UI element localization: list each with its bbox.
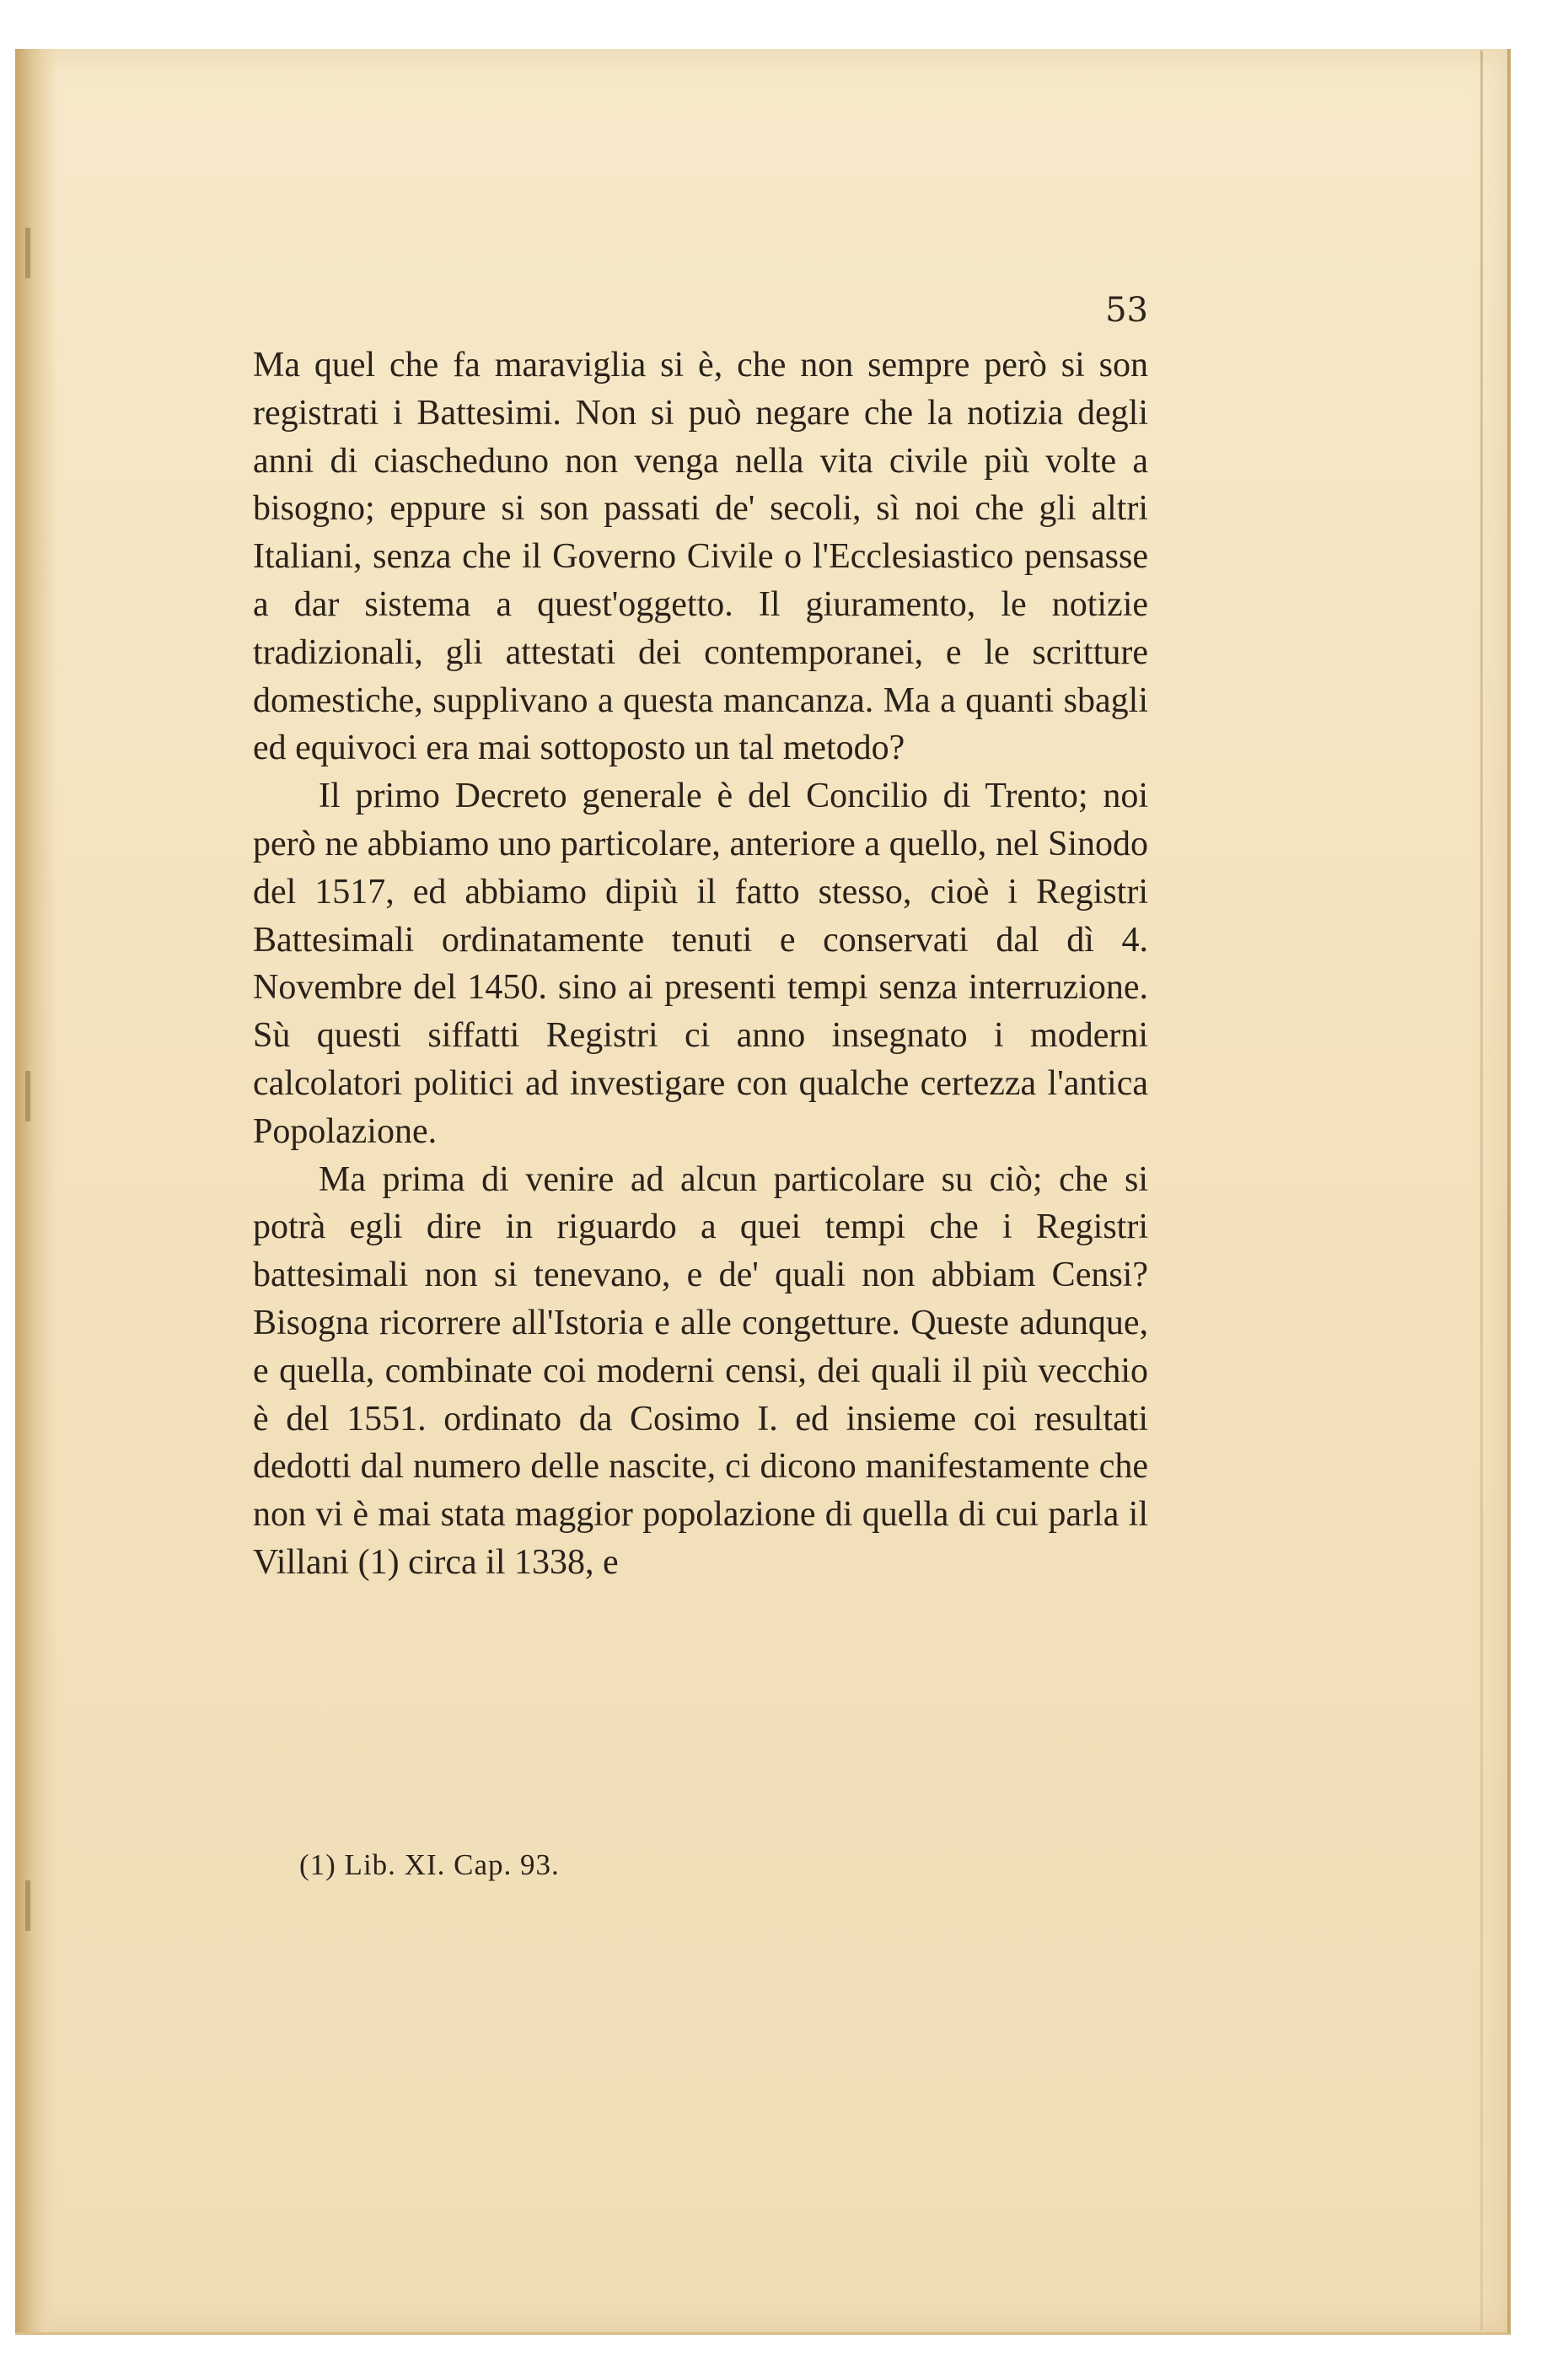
binding-edge xyxy=(15,49,57,2332)
paragraph-1: Ma quel che fa maraviglia si è, che non sempre però si son registrati i Battesimi. Non si può negare che la notizia degli anni di ciascheduno non venga nella vita civile più volte a bisogno; eppure si son passati de' secoli, sì noi che gli altri Italiani, senza che il Governo Civile o l'Ecclesiastico pensasse a dar sistema a quest'oggetto. Il giuramento, le notizie tradizionali, gli attestati dei contemporanei, e le scritture domestiche, supplivano a questa mancanza. Ma a quanti sbagli ed equivoci era mai sottoposto un tal metodo? xyxy=(253,346,1148,768)
binding-stitch xyxy=(25,1880,30,1931)
page-fold-line xyxy=(1480,51,1483,2331)
binding-stitch xyxy=(25,228,30,278)
body-text xyxy=(253,342,1148,1587)
page-number: 53 xyxy=(1105,291,1148,330)
paragraph-2: Il primo Decreto generale è del Concilio di Trento; noi però ne abbiamo uno particolare, anteriore a quello, nel Sinodo del 1517, ed abbiamo dipiù il fatto stesso, cioè i Registri Battesimali ordinatamente tenuti e conservati dal dì 4. Novembre del 1450. sino ai presenti tempi senza interruzione. Sù questi siffatti Registri ci anno insegnato i moderni calcolatori politici ad investigare con qualche certezza l'antica Popolazione. xyxy=(253,777,1148,1151)
binding-stitch xyxy=(25,1071,30,1121)
footnote: (1) Lib. XI. Cap. 93. xyxy=(299,1848,560,1881)
paragraph-3: Ma prima di venire ad alcun particolare su ciò; che si potrà egli dire in riguardo a quei tempi che i Registri battesimali non si tenevano, e de' quali non abbiam Censi? Bisogna ricorrere all'Istoria e alle congetture. Queste adunque, e quella, combinate coi moderni censi, dei quali il più vecchio è del 1551. ordinato da Cosimo I. ed insieme coi resultati dedotti dal numero delle nascite, ci dicono manifestamente che non vi è mai stata maggior popolazione di quella di cui parla il Villani (1) circa il 1338, e xyxy=(253,1159,1148,1582)
